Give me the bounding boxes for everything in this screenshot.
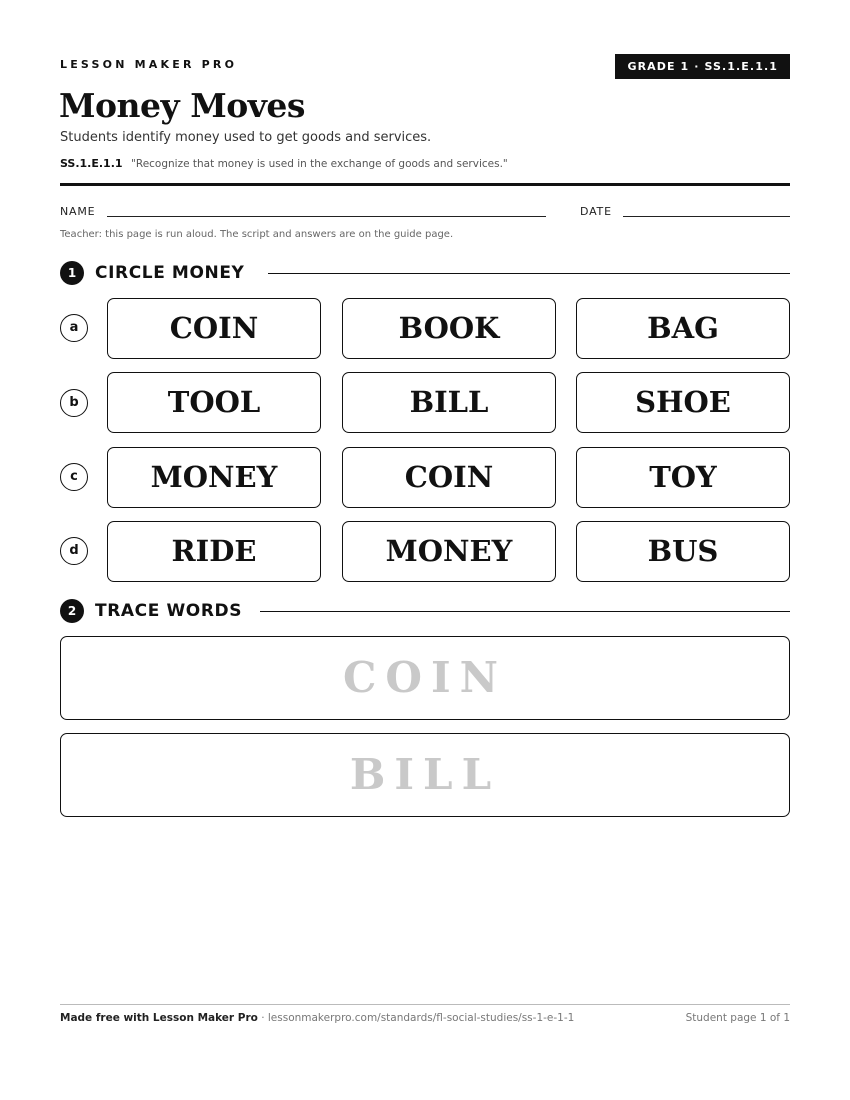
footer-credit [60,1012,574,1024]
footer-divider [60,1004,790,1005]
row-letter-c: c [60,463,88,491]
section-trace-words [60,598,790,624]
section-title: TRACE WORDS [95,598,254,624]
grade-badge: GRADE 1 · SS.1.E.1.1 [615,54,790,79]
section-rule [260,611,790,612]
brand-name: LESSON MAKER PRO [60,58,238,71]
word-choice[interactable]: MONEY [107,447,321,508]
row-letter-a: a [60,314,88,342]
trace-word: COIN [342,653,508,702]
word-choice[interactable]: COIN [342,447,556,508]
section-circle-money [60,260,790,286]
word-choice[interactable]: BILL [342,372,556,433]
standard-text: "Recognize that money is used in the exchange of goods and services." [131,158,508,170]
word-choice[interactable]: RIDE [107,521,321,582]
word-choice[interactable]: SHOE [576,372,790,433]
name-label: NAME [60,205,96,218]
standard-code: SS.1.E.1.1 [60,157,123,170]
word-choice[interactable]: COIN [107,298,321,359]
word-choice[interactable]: TOOL [107,372,321,433]
date-field[interactable] [623,216,790,217]
date-label: DATE [580,205,612,218]
word-choice[interactable]: BOOK [342,298,556,359]
standard-line [60,157,508,170]
teacher-note: Teacher: this page is run aloud. The script and answers are on the guide page. [60,229,454,240]
section-number-badge: 1 [60,261,84,285]
section-title: CIRCLE MONEY [95,260,256,286]
word-choice[interactable]: BUS [576,521,790,582]
page-title: Money Moves [59,86,305,125]
page-indicator: Student page 1 of 1 [685,1012,790,1024]
header-divider [60,183,790,186]
trace-word: BILL [349,750,501,799]
word-choice[interactable]: MONEY [342,521,556,582]
section-rule [268,273,790,274]
trace-box[interactable] [60,636,790,720]
section-number-badge: 2 [60,599,84,623]
name-field[interactable] [107,216,546,217]
row-letter-b: b [60,389,88,417]
row-letter-d: d [60,537,88,565]
footer-url[interactable]: lessonmakerpro.com/standards/fl-social-studies/ss-1-e-1-1 [267,1012,575,1024]
footer-brand: Made free with Lesson Maker Pro [60,1012,258,1024]
footer-separator: · [257,1012,268,1024]
word-choice[interactable]: BAG [576,298,790,359]
word-choice[interactable]: TOY [576,447,790,508]
trace-box[interactable] [60,733,790,817]
page-subtitle: Students identify money used to get goods and services. [60,130,432,145]
